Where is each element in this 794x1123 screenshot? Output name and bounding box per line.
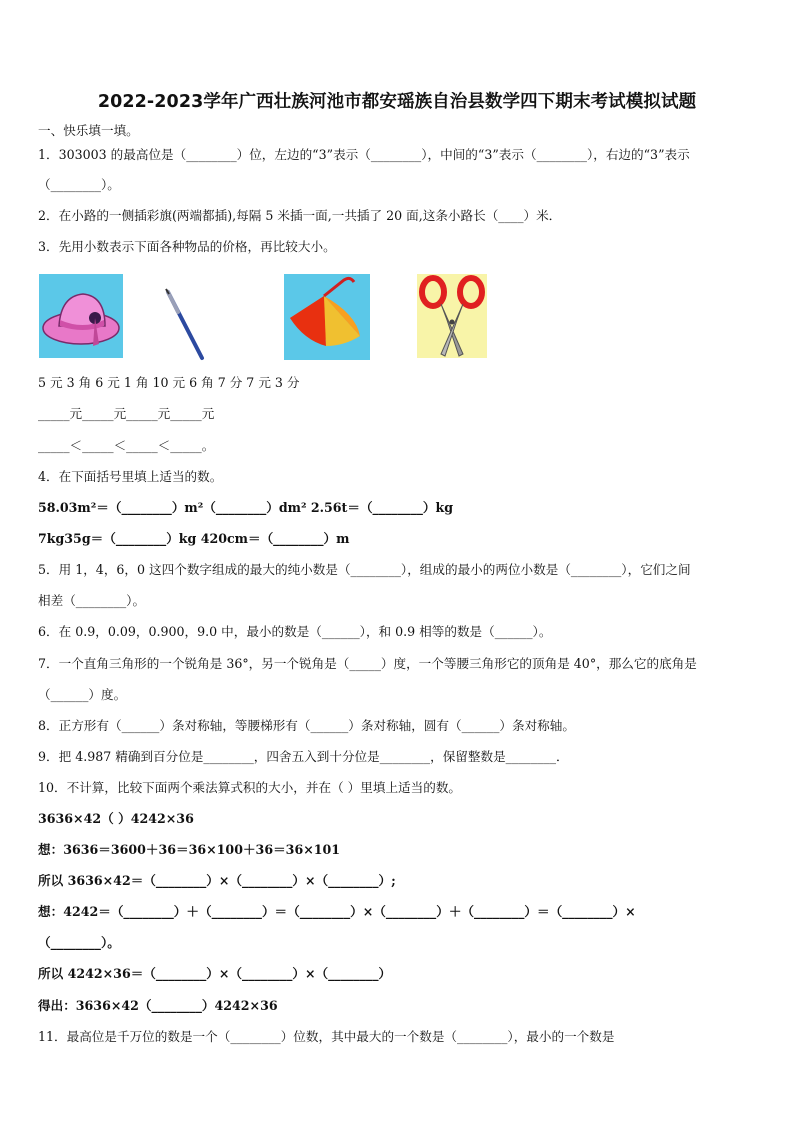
hat-icon	[39, 274, 123, 358]
question-5: 5．用 1，4，6，0 这四个数字组成的最大的纯小数是（________），组成的最小的两位小数是（________），它们之间	[38, 562, 691, 577]
pen-picture	[160, 288, 210, 364]
question-6: 6．在 0.9，0.09，0.900，9.0 中，最小的数是（______），和 0.9 相等的数是（______）。	[38, 624, 552, 639]
question-4-b: 7kg35g＝（________）kg 420cm＝（________）m	[38, 531, 350, 546]
question-5-cont: 相差（________）。	[38, 593, 146, 608]
section-heading: 一、快乐填一填。	[38, 123, 139, 138]
question-7-cont: （______）度。	[38, 687, 127, 702]
question-3-compare: _____＜_____＜_____＜_____。	[38, 438, 215, 453]
question-4-a: 58.03m²＝（________）m²（________）dm² 2.56t＝（________）kg	[38, 500, 454, 515]
question-10-d: 想：4242＝（________）＋（________）＝（________）×（________）＋（________）＝（________）×	[38, 904, 636, 919]
scissors-picture	[417, 274, 487, 358]
question-11: 11．最高位是千万位的数是一个（________）位数，其中最大的一个数是（________），最小的一个数是	[38, 1029, 615, 1044]
question-8: 8．正方形有（______）条对称轴，等腰梯形有（______）条对称轴，圆有（______）条对称轴。	[38, 718, 575, 733]
scissors-icon	[417, 274, 487, 358]
question-3-units: _____元_____元_____元_____元	[38, 406, 215, 421]
pen-icon	[160, 288, 210, 364]
question-10-c: 所以 3636×42＝（________）×（________）×（________）;	[38, 873, 396, 888]
question-9: 9．把 4.987 精确到百分位是________，四舍五入到十分位是________，保留整数是________．	[38, 749, 569, 764]
question-2: 2．在小路的一侧插彩旗(两端都插),每隔 5 米插一面,一共插了 20 面,这条小路长（____）米．	[38, 208, 562, 223]
umbrella-picture	[284, 274, 370, 360]
question-10-b: 想：3636＝3600＋36＝36×100＋36＝36×101	[38, 842, 341, 857]
question-3: 3．先用小数表示下面各种物品的价格，再比较大小。	[38, 239, 336, 254]
page-title: 2022-2023学年广西壮族河池市都安瑶族自治县数学四下期末考试模拟试题	[97, 92, 697, 112]
question-3-prices: 5 元 3 角 6 元 1 角 10 元 6 角 7 分 7 元 3 分	[38, 375, 300, 390]
question-1: 1．303003 的最高位是（________）位，左边的“3”表示（________），中间的“3”表示（________），右边的“3”表示	[38, 147, 690, 162]
question-10: 10．不计算，比较下面两个乘法算式积的大小，并在（ ）里填上适当的数。	[38, 780, 462, 795]
question-10-a: 3636×42（ ）4242×36	[38, 811, 194, 826]
question-10-e: （________）。	[38, 935, 120, 950]
question-1-cont: （________）。	[38, 177, 120, 192]
question-10-g: 得出：3636×42（________）4242×36	[38, 998, 278, 1013]
question-7: 7．一个直角三角形的一个锐角是 36°，另一个锐角是（_____）度，一个等腰三角形它的顶角是 40°，那么它的底角是	[38, 656, 697, 671]
question-4: 4．在下面括号里填上适当的数。	[38, 469, 223, 484]
umbrella-icon	[284, 274, 370, 360]
hat-picture	[39, 274, 123, 358]
question-10-f: 所以 4242×36＝（________）×（________）×（________）	[38, 966, 392, 981]
